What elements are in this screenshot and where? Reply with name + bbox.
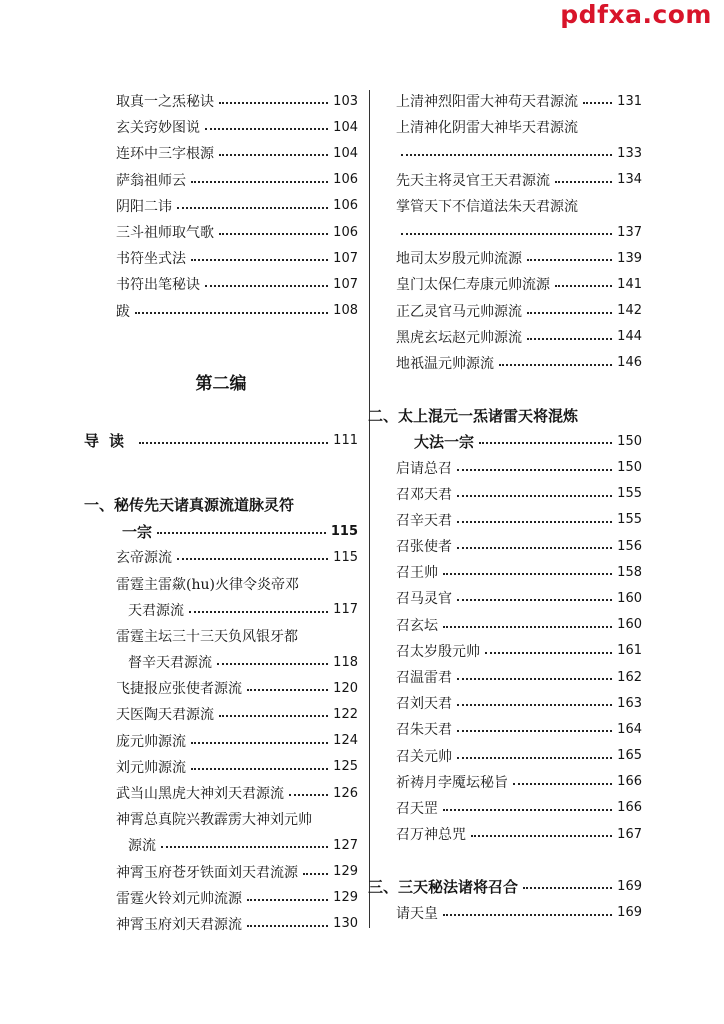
page-number: 130 [333, 916, 358, 932]
page-number: 146 [617, 355, 642, 371]
toc-entry-cont[interactable] [396, 219, 642, 245]
page-number: 126 [333, 785, 358, 801]
right-column [368, 88, 642, 926]
page-number: 115 [330, 523, 358, 539]
dot-leader [555, 181, 612, 183]
dot-leader [289, 794, 328, 796]
dot-leader [135, 312, 328, 314]
dot-leader [157, 532, 326, 534]
entry-title: 雷霆主雷歘(hu)火律令炎帝邓 [116, 576, 299, 593]
toc-entry[interactable] [396, 507, 642, 533]
dot-leader [161, 846, 328, 848]
column-divider [369, 90, 370, 928]
dot-leader [177, 558, 328, 560]
entry-title: 召太岁殷元帅 [396, 643, 480, 660]
page-number: 107 [333, 276, 358, 292]
entry-title: 雷霆火铃刘元帅流源 [116, 890, 242, 907]
page-number: 104 [333, 145, 358, 161]
dot-leader [527, 312, 612, 314]
page-number: 165 [617, 748, 642, 764]
dot-leader [471, 835, 612, 837]
dot-leader [457, 495, 612, 497]
entry-title-cont: 天君源流 [128, 602, 184, 619]
toc-list-right-2 [396, 454, 642, 847]
section-heading-1-cont[interactable] [84, 518, 358, 544]
entry-title: 萨翁祖师云 [116, 172, 186, 189]
dot-leader [401, 233, 612, 235]
page-number: 150 [617, 433, 642, 449]
toc-entry-cont[interactable] [84, 597, 358, 623]
section-heading-2-cont[interactable] [396, 428, 642, 454]
page-number: 120 [333, 680, 358, 696]
toc-entry[interactable] [84, 859, 358, 885]
entry-title: 祈祷月孛魇坛秘旨 [396, 774, 508, 791]
page-number: 103 [333, 93, 358, 109]
dot-leader [205, 285, 328, 287]
page-number: 106 [333, 198, 358, 214]
toc-entry[interactable] [84, 728, 358, 754]
page-number: 162 [617, 669, 642, 685]
entry-title: 正乙灵官马元帅源流 [396, 303, 522, 320]
entry-title: 武当山黑虎大神刘天君源流 [116, 786, 284, 803]
entry-title: 书符出笔秘诀 [116, 277, 200, 294]
toc-entry[interactable] [396, 690, 642, 716]
dot-leader [457, 757, 612, 759]
entry-title: 玄关窍妙图说 [116, 120, 200, 137]
entry-title: 召王帅 [396, 565, 438, 582]
section-title-cont: 大法一宗 [414, 432, 475, 451]
page-number: 122 [333, 706, 358, 722]
page-number: 160 [617, 590, 642, 606]
page-number: 169 [617, 878, 642, 894]
entry-title: 玄帝源流 [116, 550, 172, 567]
entry-title: 召天罡 [396, 800, 438, 817]
dot-leader [513, 783, 612, 785]
dot-leader [191, 181, 328, 183]
toc-entry[interactable] [396, 298, 642, 324]
toc-entry[interactable] [84, 193, 358, 219]
entry-title: 皇门太保仁寿康元帅流源 [396, 277, 550, 294]
page-number: 139 [617, 250, 642, 266]
toc-entry[interactable] [84, 701, 358, 727]
dot-leader [219, 154, 328, 156]
entry-title: 请天皇 [396, 905, 438, 922]
toc-entry[interactable] [396, 167, 642, 193]
dot-leader [191, 259, 328, 261]
entry-title: 黑虎玄坛赵元帅源流 [396, 329, 522, 346]
toc-entry[interactable] [396, 716, 642, 742]
toc-entry[interactable] [84, 570, 358, 596]
page-number: 117 [333, 602, 358, 618]
toc-entry[interactable] [84, 911, 358, 937]
entry-title: 召温雷君 [396, 670, 452, 687]
entry-title: 召万神总咒 [396, 827, 466, 844]
entry-title: 刘元帅源流 [116, 759, 186, 776]
toc-entry[interactable] [396, 585, 642, 611]
toc-entry[interactable] [84, 675, 358, 701]
page-number: 129 [333, 890, 358, 906]
section-heading-1[interactable] [84, 492, 358, 518]
page-number: 142 [617, 303, 642, 319]
entry-title: 召朱天君 [396, 722, 452, 739]
entry-title: 神霄玉府苍牙铁面刘天君流源 [116, 864, 298, 881]
dot-leader [457, 469, 612, 471]
page-number: 158 [617, 564, 642, 580]
dot-leader [443, 626, 612, 628]
toc-entry[interactable] [84, 271, 358, 297]
toc-entry[interactable] [396, 245, 642, 271]
entry-title: 启请总召 [396, 460, 452, 477]
page-number: 104 [333, 119, 358, 135]
dot-leader [457, 678, 612, 680]
entry-title: 召刘天君 [396, 696, 452, 713]
toc-list-left-2 [84, 544, 358, 937]
dot-leader [457, 599, 612, 601]
entry-title: 取真一之炁秘诀 [116, 94, 214, 111]
entry-title: 召张使者 [396, 539, 452, 556]
toc-entry[interactable] [396, 193, 642, 219]
toc-entry-cont[interactable] [84, 649, 358, 675]
section-heading-2[interactable] [368, 402, 642, 428]
part-title [84, 362, 358, 402]
dot-leader [527, 259, 612, 261]
dot-leader [583, 102, 612, 104]
page-number: 161 [617, 643, 642, 659]
toc-entry[interactable] [84, 140, 358, 166]
page-number: 118 [333, 654, 358, 670]
toc-entry[interactable] [396, 350, 642, 376]
page-number: 106 [333, 172, 358, 188]
dot-leader [499, 364, 612, 366]
toc-list-left-1 [84, 88, 358, 324]
page-number: 111 [333, 433, 358, 449]
page-number: 166 [617, 800, 642, 816]
page-number: 156 [617, 538, 642, 554]
toc-entry[interactable] [396, 743, 642, 769]
page-number: 107 [333, 250, 358, 266]
dot-leader [457, 521, 612, 523]
dot-leader [219, 715, 328, 717]
toc-entry[interactable] [396, 481, 642, 507]
toc-entry[interactable] [84, 114, 358, 140]
page-number: 150 [617, 460, 642, 476]
page-number: 163 [617, 695, 642, 711]
toc-entry[interactable] [396, 769, 642, 795]
entry-title: 飞捷报应张使者源流 [116, 681, 242, 698]
entry-title: 召关元帅 [396, 748, 452, 765]
dot-leader [443, 573, 612, 575]
dot-leader [523, 887, 612, 889]
toc-entry[interactable] [84, 88, 358, 114]
dot-leader [443, 809, 612, 811]
entry-title: 神霄总真院兴教霹雳大神刘元帅 [116, 812, 312, 829]
entry-title: 地祇温元帅源流 [396, 355, 494, 372]
toc-entry[interactable] [396, 533, 642, 559]
dot-leader [457, 704, 612, 706]
page-number: 155 [617, 512, 642, 528]
toc-entry[interactable] [396, 638, 642, 664]
page-number: 115 [333, 549, 358, 565]
page-number: 124 [333, 733, 358, 749]
toc-list-right-3 [396, 899, 642, 925]
entry-title: 上清神化阴雷大神毕天君源流 [396, 120, 578, 137]
toc-entry[interactable] [84, 167, 358, 193]
page-number: 106 [333, 224, 358, 240]
entry-title: 神霄玉府刘天君源流 [116, 916, 242, 933]
dot-leader [443, 914, 612, 916]
dot-leader [479, 442, 612, 444]
dot-leader [527, 338, 612, 340]
dot-leader [485, 652, 612, 654]
page-number: 133 [617, 145, 642, 161]
page-number: 108 [333, 303, 358, 319]
page-number: 164 [617, 721, 642, 737]
dot-leader [189, 611, 328, 613]
toc-entry[interactable] [84, 219, 358, 245]
dot-leader [457, 547, 612, 549]
toc-entry[interactable] [84, 780, 358, 806]
toc-entry[interactable] [396, 612, 642, 638]
entry-title: 书符坐式法 [116, 251, 186, 268]
toc-entry[interactable] [396, 664, 642, 690]
toc-entry[interactable] [396, 454, 642, 480]
page-number: 125 [333, 759, 358, 775]
toc-entry[interactable] [396, 899, 642, 925]
entry-title: 召辛天君 [396, 512, 452, 529]
page-number: 160 [617, 617, 642, 633]
entry-title-cont: 督辛天君源流 [128, 655, 212, 672]
entry-title: 上清神烈阳雷大神苟天君源流 [396, 94, 578, 111]
entry-title: 掌管天下不信道法朱天君源流 [396, 198, 578, 215]
toc-entry[interactable] [84, 245, 358, 271]
toc-entry[interactable] [396, 88, 642, 114]
part-title-text: 第二编 [195, 374, 247, 395]
toc-entry[interactable] [396, 795, 642, 821]
dot-leader [247, 899, 328, 901]
page-number: 144 [617, 329, 642, 345]
dot-leader [219, 233, 328, 235]
page-number: 166 [617, 774, 642, 790]
dot-leader [401, 154, 612, 156]
toc-entry[interactable] [396, 559, 642, 585]
page-number: 127 [333, 837, 358, 853]
section-title: 三、三天秘法诸将召合 [368, 877, 519, 896]
page-number: 169 [617, 905, 642, 921]
site-watermark: pdfxa.com [560, 0, 712, 29]
entry-title: 天医陶天君源流 [116, 707, 214, 724]
page-number: 155 [617, 486, 642, 502]
toc-entry[interactable] [396, 114, 642, 140]
dot-leader [177, 207, 328, 209]
section-title-cont: 一宗 [122, 522, 153, 541]
dot-leader [205, 128, 328, 130]
toc-entry[interactable] [396, 324, 642, 350]
dot-leader [219, 102, 328, 104]
page-number: 134 [617, 172, 642, 188]
dot-leader [555, 285, 612, 287]
toc-entry[interactable] [84, 544, 358, 570]
entry-title: 导读 [84, 432, 135, 451]
section-title: 二、太上混元一炁诸雷天将混炼 [368, 406, 579, 425]
page-number: 167 [617, 826, 642, 842]
page-number: 141 [617, 276, 642, 292]
section-title: 一、秘传先天诸真源流道脉灵符 [84, 496, 295, 515]
dot-leader [217, 663, 328, 665]
toc-entry[interactable] [84, 885, 358, 911]
toc-entry[interactable] [396, 821, 642, 847]
dot-leader [247, 925, 328, 927]
dot-leader [247, 689, 328, 691]
dot-leader [191, 768, 328, 770]
page-number: 137 [617, 224, 642, 240]
toc-entry[interactable] [396, 271, 642, 297]
toc-entry[interactable] [84, 754, 358, 780]
section-heading-3[interactable] [368, 873, 642, 899]
entry-title: 连环中三字根源 [116, 146, 214, 163]
dot-leader [457, 730, 612, 732]
entry-title: 跋 [116, 303, 130, 320]
entry-title: 三斗祖师取气歌 [116, 225, 214, 242]
toc-entry[interactable] [84, 806, 358, 832]
entry-title: 召马灵官 [396, 591, 452, 608]
toc-entry[interactable] [84, 623, 358, 649]
toc-list-right-1 [396, 88, 642, 376]
entry-title: 地司太岁殷元帅流源 [396, 251, 522, 268]
left-column [84, 88, 358, 937]
entry-title: 庞元帅源流 [116, 733, 186, 750]
page-number: 131 [617, 93, 642, 109]
entry-title: 先天主将灵官王天君源流 [396, 172, 550, 189]
page-number: 129 [333, 864, 358, 880]
entry-title: 召邓天君 [396, 486, 452, 503]
toc-entry-cont[interactable] [396, 140, 642, 166]
dot-leader [303, 873, 328, 875]
toc-entry-daodu[interactable] [84, 428, 358, 454]
entry-title: 召玄坛 [396, 617, 438, 634]
toc-entry[interactable] [84, 298, 358, 324]
toc-entry-cont[interactable] [84, 832, 358, 858]
entry-title-cont: 源流 [128, 838, 156, 855]
dot-leader [191, 742, 328, 744]
entry-title: 雷霆主坛三十三天负风银牙都 [116, 628, 298, 645]
entry-title: 阴阳二讳 [116, 198, 172, 215]
dot-leader [139, 442, 328, 444]
